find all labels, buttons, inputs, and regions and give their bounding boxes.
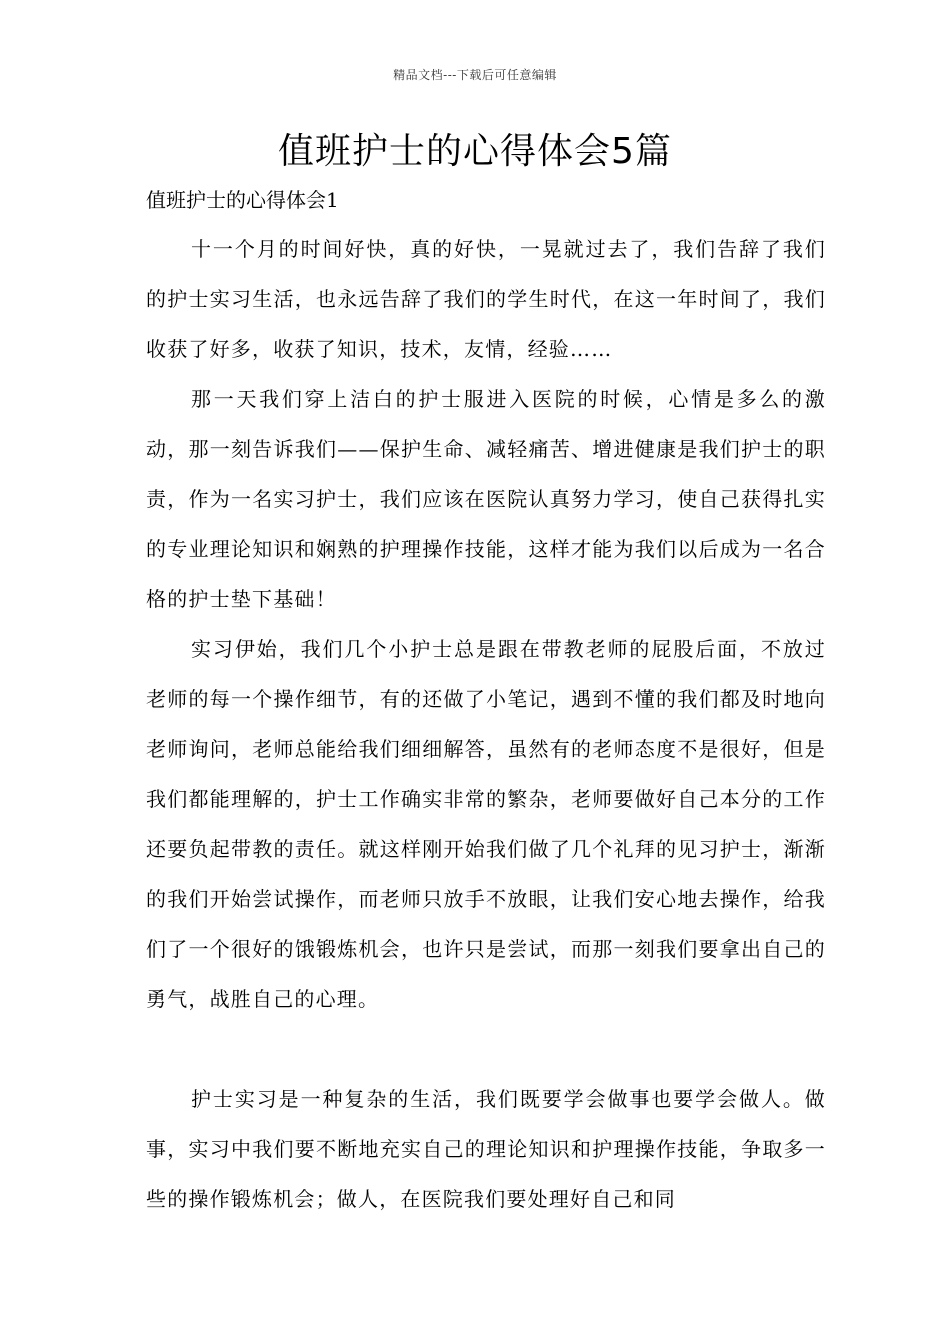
paragraph-2: 那一天我们穿上洁白的护士服进入医院的时候，心情是多么的激动，那一刻告诉我们——保护生命、减轻痛苦、增进健康是我们护士的职责，作为一名实习护士，我们应该在医院认真努力学习，使自己获得扎实的专业理论知识和娴熟的护理操作技能，这样才能为我们以后成为一名合格的护士垫下基础！ <box>146 387 826 611</box>
paragraph-1: 十一个月的时间好快，真的好快，一晃就过去了，我们告辞了我们的护士实习生活，也永远告辞了我们的学生时代，在这一年时间了，我们收获了好多，收获了知识，技术，友情，经验…… <box>146 237 826 361</box>
paragraph-3: 实习伊始，我们几个小护士总是跟在带教老师的屁股后面，不放过老师的每一个操作细节，有的还做了小笔记，遇到不懂的我们都及时地向老师询问，老师总能给我们细细解答，虽然有的老师态度不是很好，但是我们都能理解的，护士工作确实非常的繁杂，老师要做好自己本分的工作还要负起带教的责任。就这样刚开始我们做了几个礼拜的见习护士，渐渐的我们开始尝试操作，而老师只放手不放眼，让我们安心地去操作，给我们了一个很好的饿锻炼机会，也许只是尝试，而那一刻我们要拿出自己的勇气，战胜自己的心理。 <box>146 637 826 1011</box>
header-note: 精品文档---下载后可任意编辑 <box>393 68 557 82</box>
paragraph-4: 护士实习是一种复杂的生活，我们既要学会做事也要学会做人。做事，实习中我们要不断地充实自己的理论知识和护理操作技能，争取多一些的操作锻炼机会；做人，在医院我们要处理好自己和同 <box>146 1087 826 1211</box>
document-title: 值班护士的心得体会5篇 <box>278 131 672 172</box>
section-heading: 值班护士的心得体会1 <box>146 188 339 212</box>
